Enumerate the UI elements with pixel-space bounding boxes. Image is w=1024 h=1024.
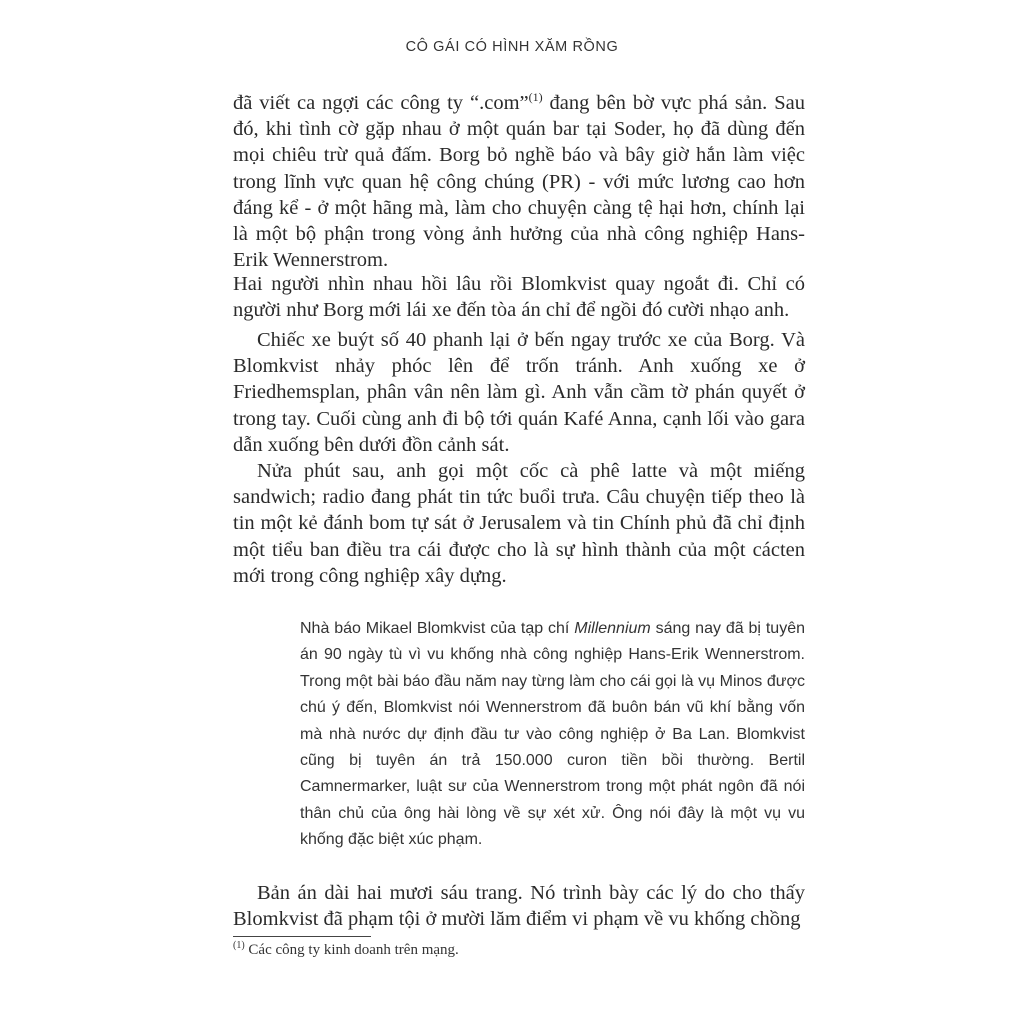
paragraph-5-text: Bản án dài hai mươi sáu trang. Nó trình bày các lý do cho thấy Blomkvist đã phạm tội ở mười lăm điểm vi phạm về vu khống chồng	[233, 882, 805, 931]
quote-text-a: Nhà báo Mikael Blomkvist của tạp chí	[300, 620, 575, 637]
footnote-text: Các công ty kinh doanh trên mạng.	[244, 942, 459, 958]
news-quote-block	[300, 616, 805, 854]
running-title: CÔ GÁI CÓ HÌNH XĂM RỒNG	[405, 39, 619, 55]
footnote-marker: (1)	[233, 940, 245, 951]
paragraph-5	[233, 880, 805, 932]
paragraph-3	[233, 327, 805, 458]
paragraph-1-text-a: đã viết ca ngợi các công ty “.com”	[233, 92, 529, 114]
footnote	[233, 942, 459, 959]
paragraph-4	[233, 458, 805, 589]
paragraph-1	[233, 90, 805, 273]
quote-magazine-title: Millennium	[574, 620, 651, 637]
footnote-reference[interactable]: (1)	[528, 90, 543, 105]
paragraph-4-text: Nửa phút sau, anh gọi một cốc cà phê latte và một miếng sandwich; radio đang phát tin tức buổi trưa. Câu chuyện tiếp theo là tin một kẻ đánh bom tự sát ở Jerusalem và tin Chính phủ đã chỉ định một tiểu ban điều tra cái được cho là sự hình thành của một cácten mới trong công nghiệp xây dựng.	[233, 460, 805, 587]
paragraph-2	[233, 271, 805, 323]
quote-text-b: sáng nay đã bị tuyên án 90 ngày tù vì vu khống nhà công nghiệp Hans-Erik Wennerstrom. Trong một bài báo đầu năm nay từng làm cho cái gọi là vụ Minos được chú ý đến, Blomkvist nói Wennerstrom đã buôn bán vũ khí bằng vốn mà nhà nước dự định đầu tư vào công nghiệp ở Ba Lan. Blomkvist cũng bị tuyên án trả 150.000 curon tiền bồi thường. Bertil Camnermarker, luật sư của Wennerstrom trong một phát ngôn đã nói thân chủ của ông hài lòng về sự xét xử. Ông nói đây là một vụ vu khống đặc biệt xúc phạm.	[300, 620, 806, 849]
paragraph-3-text: Chiếc xe buýt số 40 phanh lại ở bến ngay trước xe của Borg. Và Blomkvist nhảy phóc lên để trốn tránh. Anh xuống xe ở Friedhemsplan, phân vân nên làm gì. Anh vẫn cầm tờ phán quyết ở trong tay. Cuối cùng anh đi bộ tới quán Kafé Anna, cạnh lối vào gara dẫn xuống bên dưới đồn cảnh sát.	[233, 329, 805, 456]
paragraph-1-text-b: đang bên bờ vực phá sản. Sau đó, khi tình cờ gặp nhau ở một quán bar tại Soder, họ đã dùng đến mọi chiêu trừ quả đấm. Borg bỏ nghề báo và bây giờ hắn làm việc trong lĩnh vực quan hệ công chúng (PR) - với mức lương cao hơn đáng kể - ở một hãng mà, làm cho chuyện càng tệ hại hơn, chính lại là một bộ phận trong vòng ảnh hưởng của nhà công nghiệp Hans-Erik Wennerstrom.	[233, 92, 805, 272]
paragraph-2-text: Hai người nhìn nhau hồi lâu rồi Blomkvist quay ngoắt đi. Chỉ có người như Borg mới lái xe đến tòa án chỉ để ngồi đó cười nhạo anh.	[233, 273, 805, 322]
footnote-divider	[233, 936, 371, 937]
